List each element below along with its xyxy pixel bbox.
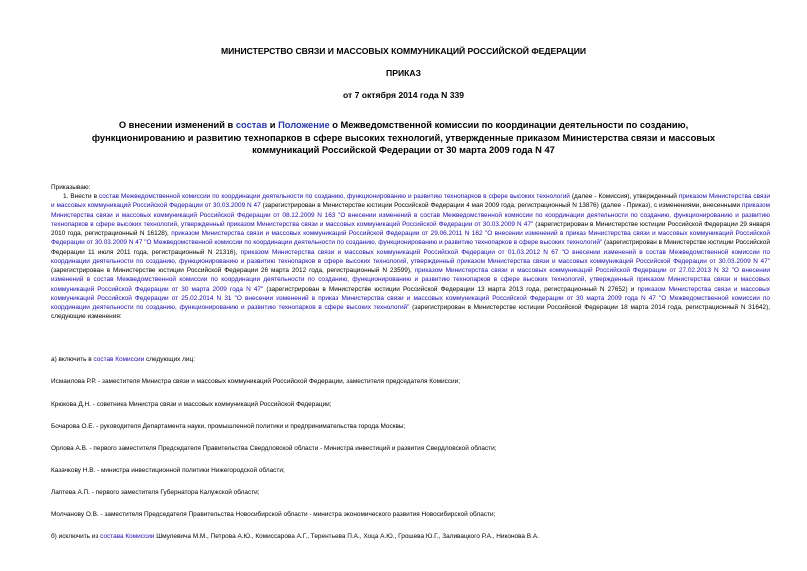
item-b-text-1: б) исключить из xyxy=(51,533,101,540)
person-ismailov: Исмаилова Р.Р. - заместителя Министра связи и массовых коммуникаций Российской Федерации, заместителя председателя Комиссии; xyxy=(51,378,461,385)
title-link-sostav[interactable]: состав xyxy=(235,120,268,130)
para1-link-order-67[interactable]: приказом Министерства связи и массовых коммуникаций Российской Федерации от 01.03.2012 N 67 "О внесении изменений в состав Межведомственной комиссии по координации деятельности по созданию, функционированию и развитию технопарков в сфере высоких технологий, утвержденный приказом Министерства связи и массовых коммуникаций Российской Федерации от 30.03.2009 N 47" xyxy=(51,248,770,265)
order-date-heading: от 7 октября 2014 года N 339 xyxy=(342,90,465,100)
order-preamble: Приказываю: xyxy=(51,184,91,191)
para1-text-6: (зарегистрирован в Министерстве юстиции Российской Федерации 26 марта 2012 года, регистрационный N 23599), xyxy=(51,267,415,274)
para1-link-order-47[interactable]: приказом Министерства связи и массовых коммуникаций Российской Федерации от 30.03.2009 N 47 xyxy=(51,193,770,210)
item-a xyxy=(51,355,770,364)
item-a-text-1: а) включить в xyxy=(51,356,94,363)
person-bocharov: Бочарова О.Е. - руководителя Департамента науки, промышленной политики и предпринимательства города Москвы; xyxy=(51,423,406,430)
para1-link-composition[interactable]: состав Межведомственной комиссии по координации деятельности по созданию, функционированию и развитию технопарков в сфере высоких технологий xyxy=(99,193,570,200)
person-molchanova: Молчанову О.В. - заместителя Председателя Правительства Новосибирской области - министра экономического развития Новосибирской области; xyxy=(51,511,496,518)
order-title xyxy=(72,119,735,157)
paragraph-1 xyxy=(51,192,770,322)
para1-link-order-162[interactable]: приказом Министерства связи и массовых коммуникаций Российской Федерации от 29.06.2011 N 162 "О внесении изменений в приказ Министерства связи и массовых коммуникаций Российской Федерации от 30.03.2009 N 47 "О Межведомственной комиссии по координации деятельности по созданию, функционированию и развитию технопарков в сфере высоких технологий" xyxy=(51,230,770,247)
para1-link-order-31[interactable]: приказом Министерства связи и массовых коммуникаций Российской Федерации от 25.02.2014 N 31 "О внесении изменений в приказ Министерства связи и массовых коммуникаций Российской Федерации от 30 марта 2009 года N 47 "О Межведомственной комиссии по координации деятельности по созданию, функционированию и развитию технопарков в сфере высоких технологий" xyxy=(51,285,771,311)
item-a-link-commission[interactable]: состав Комиссии xyxy=(93,356,145,363)
person-kryukov: Крюкова Д.Н. - советника Министра связи и массовых коммуникаций Российской Федерации; xyxy=(51,401,332,408)
para1-text-4: (зарегистрирован в Министерстве юстиции Российской Федерации 29 января 2010 года, регистрационный N 16128), xyxy=(51,220,770,237)
para1-link-order-163[interactable]: приказом Министерства связи и массовых коммуникаций Российской Федерации от 08.12.2009 N 163 "О внесении изменений в состав Межведомственной комиссии по координации деятельности по созданию, функционированию и развитию технопарков в сфере высоких технологий, утвержденный приказом Министерства связи и массовых коммуникаций Российской Федерации от 30.03.2009 N 47" xyxy=(51,202,771,228)
person-laptev: Лаптева А.П. - первого заместителя Губернатора Калужской области; xyxy=(51,489,260,496)
item-a-text-2: следующих лиц: xyxy=(144,356,195,363)
para1-text-8: (зарегистрирован в Министерстве юстиции Российской Федерации 18 марта 2014 года, регистрационный N 31642), следующие изменения: xyxy=(51,304,771,321)
title-link-polozhenie[interactable]: Положение xyxy=(278,120,330,130)
item-b xyxy=(51,532,770,541)
item-b-text-2: Шмулевича М.М., Петрова А.Ю., Комиссарова А.Г., Терентьева П.А., Хоца А.Ю., Грошева Ю.Г., Заливацкого Р.А., Никонова В.А. xyxy=(154,533,539,540)
title-text-3: о Межведомственной комиссии по координации деятельности по созданию, функционированию и развитию технопарков в сфере высоких технологий, утвержденные приказом Министерства связи и массовых коммуникаций Российской Федерации от 30 марта 2009 года N 47 xyxy=(91,120,716,155)
item-b-link-commission[interactable]: состава Комиссии xyxy=(100,533,155,540)
para1-link-order-32[interactable]: приказом Министерства связи и массовых коммуникаций Российской Федерации от 27.02.2013 N 32 "О внесении изменений в состав Межведомственной комиссии по координации деятельности по созданию, функционированию и развитию технопарков в сфере высоких технологий, утвержденный приказом Министерства связи и массовых коммуникаций Российской Федерации от 30 марта 2009 года N 47" xyxy=(51,267,771,293)
para1-text-1: 1. Внести в xyxy=(63,193,99,200)
para1-text-3: (зарегистрирован в Министерстве юстиции Российской Федерации 4 мая 2009 года, регистрационный N 13876) (далее - Приказ), с изменениями, внесенными xyxy=(260,202,742,210)
title-text-2: и xyxy=(267,120,279,130)
para1-text-2: (далее - Комиссия), утвержденный xyxy=(569,193,679,200)
title-text-1: О внесении изменений в xyxy=(118,120,236,130)
ministry-heading: МИНИСТЕРСТВО СВЯЗИ И МАССОВЫХ КОММУНИКАЦИЙ РОССИЙСКОЙ ФЕДЕРАЦИИ xyxy=(220,46,587,56)
para1-text-5: (зарегистрирован в Министерстве юстиции Российской Федерации 11 июля 2011 года, регистрационный N 21316), xyxy=(51,239,770,256)
order-type-heading: ПРИКАЗ xyxy=(386,68,421,78)
para1-text-7: (зарегистрирован в Министерстве юстиции Российской Федерации 13 марта 2013 года, регистрационный N 27652) и xyxy=(263,285,638,293)
person-kazachkova: Казачкову Н.В. - министра инвестиционной политики Нижегородской области; xyxy=(51,467,285,474)
person-orlov: Орлова А.В. - первого заместителя Председателя Правительства Свердловской области - Министра инвестиций и развития Свердловской области; xyxy=(51,445,497,452)
